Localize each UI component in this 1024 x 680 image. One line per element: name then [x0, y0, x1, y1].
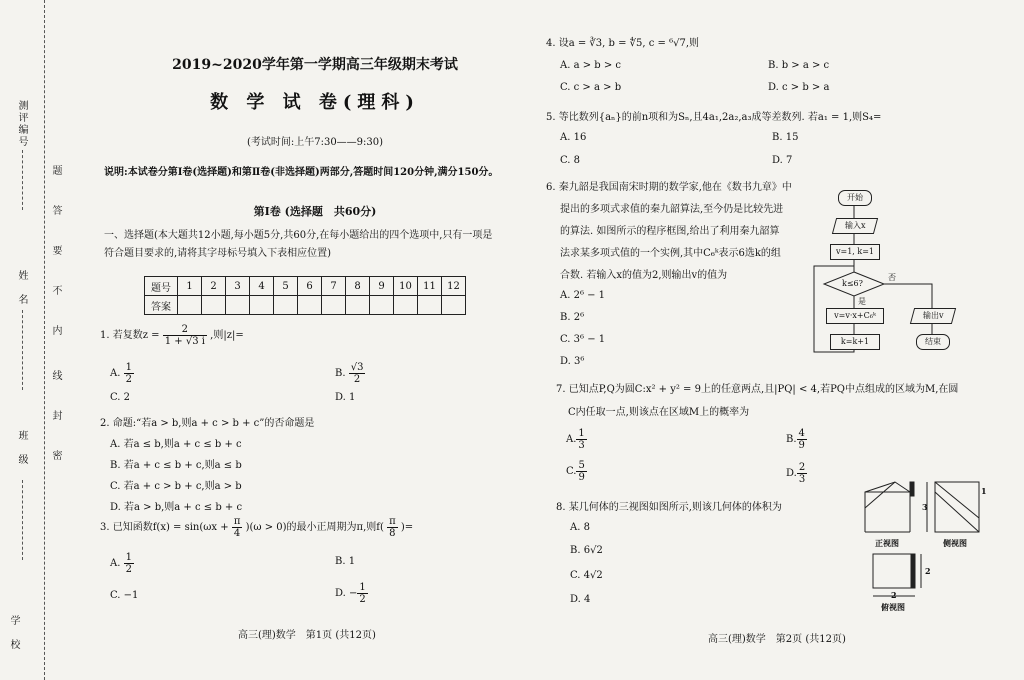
q8-option-c: C. 4√2 [570, 570, 603, 581]
instruction-line-2: 符合题目要求的,请将其字母标号填入下表相应位置) [104, 248, 332, 259]
q3-stem-a: 3. 已知函数f(x) = sin(ωx + [100, 522, 229, 533]
q3-pi8-num: π [389, 516, 396, 527]
q3-a-label: A. [110, 558, 121, 569]
top-view-label: 俯视图 [881, 602, 905, 612]
flowchart-lines [808, 180, 968, 360]
dim-2-vertical: 2 [925, 566, 931, 576]
q7-d-label: D. [786, 468, 797, 479]
q5-option-b: B. 15 [772, 132, 799, 143]
q8-option-b: B. 6√2 [570, 545, 603, 556]
side-view-label: 侧视图 [943, 538, 967, 548]
answer-cell[interactable] [394, 296, 418, 315]
q3-option-c: C. −1 [110, 590, 139, 601]
question-4-stem: 4. 设a = ∛3, b = ∜5, c = ⁶√7,则 [546, 38, 699, 49]
question-3-stem [100, 516, 413, 539]
fc-end: 结束 [916, 334, 950, 350]
q3-stem-c: )= [400, 522, 414, 533]
q4-option-b: B. b > a > c [768, 60, 830, 71]
answer-cell[interactable] [250, 296, 274, 315]
q1-stem-a: 1. 若复数z = [100, 330, 160, 341]
fc-update: v=v·x+C₆ᵏ [826, 308, 884, 324]
seal-char: 内 [50, 325, 61, 335]
q6-line: 的算法. 如图所示的程序框图,给出了利用秦九韶算 [560, 226, 780, 237]
q3-option-b: B. 1 [335, 556, 356, 567]
q5-option-d: D. 7 [772, 155, 793, 166]
number-cell: 10 [394, 277, 418, 296]
q7-b-num: 4 [798, 428, 805, 439]
section-title: 第Ⅰ卷 (选择题 共60分) [253, 205, 377, 218]
q7-b-label: B. [786, 434, 797, 445]
instruction-line-1: 一、选择题(本大题共12小题,每小题5分,共60分,在每小题给出的四个选项中,只有一项是 [104, 230, 493, 241]
q4-option-c: C. c > a > b [560, 82, 622, 93]
fc-output [910, 308, 956, 324]
q3-d-den: 2 [359, 594, 366, 605]
three-view-diagram [855, 478, 995, 618]
number-cell: 2 [202, 277, 226, 296]
q7-d-frac [797, 462, 807, 485]
class-label: 班 级 [16, 430, 27, 466]
table-row [145, 296, 466, 315]
q6-option-a: A. 2⁶ − 1 [560, 290, 606, 301]
question-5-stem: 5. 等比数列{aₙ}的前n项和为Sₙ,且4a₁,2a₂,a₃成等差数列. 若a₁ = 1,则S₄= [546, 112, 882, 123]
fc-init: v=1, k=1 [830, 244, 880, 260]
table-row [145, 277, 466, 296]
fc-cond: k≤6? [842, 279, 863, 288]
q7-d-num: 2 [798, 462, 806, 473]
page-footer-right: 高三(理)数学 第2页 (共12页) [708, 634, 846, 645]
q6-line: 提出的多项式求值的秦九韶算法,至今仍是比较先进 [560, 204, 784, 215]
q3-pi4 [232, 516, 243, 539]
q7-a-den: 3 [578, 440, 585, 451]
dim-3: 3 [922, 502, 928, 512]
q3-pi4-den: 4 [233, 528, 241, 539]
dim-2-horizontal: 2 [891, 590, 897, 600]
number-cell: 6 [298, 277, 322, 296]
q1-stem-b: ,则|z|= [210, 330, 244, 341]
fc-yes: 是 [858, 297, 866, 306]
answer-cell[interactable] [226, 296, 250, 315]
school-label: 学 校 [8, 615, 19, 651]
q7-c-frac [576, 460, 586, 483]
q8-option-a: A. 8 [570, 522, 590, 533]
seal-char: 线 [50, 370, 61, 380]
front-view-label: 正视图 [875, 538, 899, 548]
q5-option-a: A. 16 [560, 132, 587, 143]
seal-char: 题 [50, 165, 61, 175]
q6-line: 合数. 若输入x的值为2,则输出v的值为 [560, 270, 728, 281]
question-7-line-1: 7. 已知点P,Q为圆C:x² + y² = 9上的任意两点,且|PQ| < 4,若PQ中点组成的区域为M,在圆 [556, 384, 959, 395]
q7-b-frac [797, 428, 807, 451]
q3-stem-b: )(ω > 0)的最小正周期为π,则f( [245, 522, 384, 533]
q1-b-den: 2 [353, 374, 361, 385]
number-cell: 3 [226, 277, 250, 296]
q3-d-frac [357, 582, 367, 605]
q1-a-den: 2 [125, 374, 132, 385]
fc-no: 否 [888, 273, 896, 282]
page-footer-left: 高三(理)数学 第1页 (共12页) [238, 630, 376, 641]
q6-option-d: D. 3⁶ [560, 356, 585, 367]
q2-option-b: B. 若a + c ≤ b + c,则a ≤ b [110, 460, 242, 471]
number-cell: 12 [442, 277, 466, 296]
q1-a-label: A. [110, 368, 121, 379]
answer-table [144, 276, 466, 315]
q6-line: 6. 秦九韶是我国南宋时期的数学家,他在《数书九章》中 [546, 182, 792, 193]
q6-line: 法求某多项式值的一个实例,其中C₆ᵏ表示6选k的组 [560, 248, 781, 259]
q8-option-d: D. 4 [570, 594, 591, 605]
q7-a-frac [576, 428, 586, 451]
name-line [22, 310, 23, 390]
q4-option-a: A. a > b > c [560, 60, 622, 71]
exam-title: 2019~2020学年第一学期高三年级期末考试 [172, 57, 458, 73]
q7-option-d [786, 462, 807, 485]
dim-1: 1 [981, 486, 987, 496]
q1-option-c: C. 2 [110, 392, 131, 403]
exam-note: 说明:本试卷分第Ⅰ卷(选择题)和第Ⅱ卷(非选择题)两部分,答题时间120分钟,满分150分。 [104, 167, 499, 178]
q1-b-frac [349, 362, 366, 385]
name-label: 姓 名 [16, 270, 27, 306]
question-8-stem: 8. 某几何体的三视图如图所示,则该几何体的体积为 [556, 502, 782, 513]
q3-option-d [335, 582, 368, 605]
seal-char: 答 [50, 205, 61, 215]
answer-cell[interactable] [274, 296, 298, 315]
q1-b-num: √3 [350, 362, 364, 373]
q1-option-d: D. 1 [335, 392, 356, 403]
q2-option-c: C. 若a + c > b + c,则a > b [110, 481, 242, 492]
seal-char: 不 [50, 285, 61, 295]
answer-cell[interactable] [346, 296, 370, 315]
q1-a-frac [124, 362, 134, 385]
id-label: 测评编号 [16, 100, 27, 148]
fc-incr: k=k+1 [830, 334, 880, 350]
exam-time: (考试时间:上午7:30——9:30) [246, 137, 384, 148]
q1-fraction [163, 324, 207, 347]
subject-title: 数 学 试 卷(理科) [210, 92, 420, 113]
q7-b-den: 9 [798, 440, 805, 451]
seal-line [44, 0, 45, 680]
q7-c-num: 5 [578, 460, 585, 471]
answer-cell[interactable] [322, 296, 346, 315]
fc-input [832, 218, 878, 234]
answer-cell[interactable] [202, 296, 226, 315]
class-line [22, 480, 23, 560]
q7-a-label: A. [566, 434, 577, 445]
answer-cell[interactable] [418, 296, 442, 315]
q3-pi8-den: 8 [389, 528, 396, 539]
q4-option-d: D. c > b > a [768, 82, 830, 93]
q7-c-den: 9 [578, 472, 585, 483]
q1-option-b [335, 362, 365, 385]
number-cell: 5 [274, 277, 298, 296]
fc-output-text: 输出v [922, 311, 944, 320]
number-cell: 11 [418, 277, 442, 296]
question-1-stem [100, 324, 244, 347]
fc-start: 开始 [838, 190, 872, 206]
q3-a-den: 2 [125, 564, 132, 575]
number-cell: 7 [322, 277, 346, 296]
q2-option-a: A. 若a ≤ b,则a + c ≤ b + c [110, 439, 242, 450]
answer-cell[interactable] [298, 296, 322, 315]
number-cell: 1 [178, 277, 202, 296]
question-2-stem: 2. 命题:“若a > b,则a + c > b + c”的否命题是 [100, 418, 315, 429]
question-7-line-2: C内任取一点,则该点在区域M上的概率为 [568, 407, 750, 418]
seal-char: 密 [50, 450, 61, 460]
q1-a-num: 1 [125, 362, 132, 373]
q3-d-num: 1 [359, 582, 366, 593]
answer-cell[interactable] [370, 296, 394, 315]
table-head-cell: 题号 [145, 277, 178, 296]
number-cell: 9 [370, 277, 394, 296]
q1-b-label: B. [335, 368, 346, 379]
q7-option-c [566, 460, 587, 483]
q3-a-frac [124, 552, 134, 575]
q7-d-den: 3 [798, 474, 806, 485]
number-cell: 8 [346, 277, 370, 296]
binding-margin [0, 0, 78, 680]
answer-cell[interactable] [178, 296, 202, 315]
q6-option-c: C. 3⁶ − 1 [560, 334, 606, 345]
q7-option-b [786, 428, 807, 451]
q7-c-label: C. [566, 466, 577, 477]
q1-frac-den: 1 + √3 i [164, 336, 205, 347]
q3-pi8 [387, 516, 398, 539]
seal-char: 封 [50, 410, 61, 420]
q3-option-a [110, 552, 134, 575]
seal-char: 要 [50, 245, 61, 255]
q3-pi4-num: π [233, 516, 241, 527]
q5-option-c: C. 8 [560, 155, 581, 166]
fc-input-text: 输入x [844, 221, 866, 230]
answer-cell[interactable] [442, 296, 466, 315]
q2-option-d: D. 若a > b,则a + c ≤ b + c [110, 502, 243, 513]
question-6-stem [546, 177, 808, 287]
q7-a-num: 1 [578, 428, 585, 439]
table-answer-cell: 答案 [145, 296, 178, 315]
q1-frac-num: 2 [163, 324, 207, 336]
q6-option-b: B. 2⁶ [560, 312, 585, 323]
flowchart [808, 180, 968, 360]
number-cell: 4 [250, 277, 274, 296]
q1-option-a [110, 362, 134, 385]
id-line [22, 150, 23, 210]
q3-a-num: 1 [125, 552, 132, 563]
q7-option-a [566, 428, 587, 451]
q3-d-label: D. − [335, 588, 358, 599]
